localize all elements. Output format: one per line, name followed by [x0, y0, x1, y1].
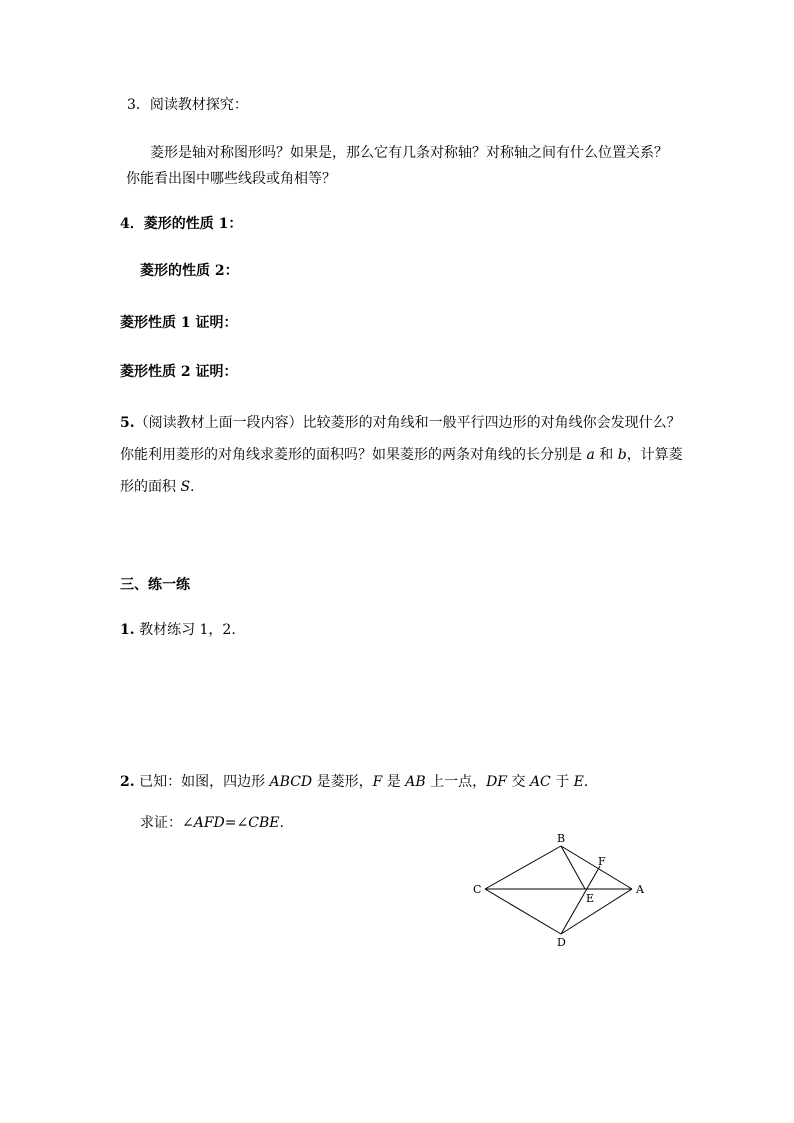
side-ba — [561, 846, 632, 889]
item5-line3-b: . — [190, 479, 195, 495]
item5-line2 — [120, 445, 683, 465]
var-ac: AC — [529, 774, 551, 790]
exercise2-number: 2. — [120, 774, 135, 790]
label-c: C — [473, 883, 482, 896]
property2-label: 菱形的性质 2： — [140, 263, 239, 279]
label-f: F — [598, 855, 606, 868]
label-e: E — [586, 892, 595, 905]
ex2-text-7: . — [583, 774, 589, 790]
proof1-label: 菱形性质 1 证明： — [120, 315, 238, 331]
ex2-text-4: 上一点， — [425, 774, 487, 790]
item5-line3-a: 形的面积 — [120, 479, 181, 495]
exercise1-text: 教材练习 1，2. — [134, 622, 236, 638]
item5-line2-a: 你能利用菱形的对角线求菱形的面积吗？如果菱形的两条对角线的长分别是 — [120, 447, 587, 463]
item3-heading: 3．阅读教材探究： — [127, 97, 248, 113]
ex2-text-6: 于 — [550, 774, 574, 790]
exercise1-number: 1. — [120, 622, 135, 638]
item5-number: 5. — [120, 415, 135, 431]
exercise2-given — [120, 772, 588, 792]
ex2-text-1: 已知：如图，四边形 — [134, 774, 270, 790]
rhombus-figure — [460, 825, 660, 960]
item5-line1-text: （阅读教材上面一段内容）比较菱形的对角线和一般平行四边形的对角线你会发现什么？ — [134, 415, 681, 431]
proof2-label: 菱形性质 2 证明： — [120, 364, 238, 380]
item5-line2-b: 和 — [594, 447, 618, 463]
side-ad — [561, 889, 632, 934]
prove-end: . — [279, 815, 284, 831]
item5-line3 — [120, 477, 195, 497]
label-b: B — [557, 832, 566, 845]
label-d: D — [557, 936, 566, 949]
item5-line2-c: ，计算菱 — [626, 447, 683, 463]
segment-df — [561, 866, 600, 934]
var-b: b — [617, 447, 627, 463]
section-title: 三、练一练 — [120, 577, 190, 593]
item5-line1 — [120, 413, 681, 433]
exercise1 — [120, 620, 236, 640]
property1-label: 4．菱形的性质 1： — [120, 216, 243, 232]
var-a: a — [586, 447, 595, 463]
side-cb — [485, 846, 561, 889]
side-dc — [485, 889, 561, 934]
segment-be — [561, 846, 585, 889]
var-s: S — [180, 479, 191, 495]
item3-body-line2: 你能看出图中哪些线段或角相等？ — [126, 171, 336, 187]
item3-body-line1: 菱形是轴对称图形吗？如果是，那么它有几条对称轴？对称轴之间有什么位置关系？ — [150, 145, 668, 161]
prove-label: 求证： — [140, 815, 182, 831]
var-abcd: ABCD — [269, 774, 313, 790]
label-a: A — [636, 883, 644, 896]
exercise2-prove — [140, 813, 284, 833]
var-f: F — [372, 774, 383, 790]
ex2-text-3: 是 — [382, 774, 406, 790]
ex2-text-5: 交 — [507, 774, 530, 790]
prove-expression: ∠AFD=∠CBE — [182, 815, 280, 831]
var-df: DF — [486, 774, 508, 790]
var-ab: AB — [405, 774, 426, 790]
var-e: E — [573, 774, 584, 790]
ex2-text-2: 是菱形， — [312, 774, 373, 790]
